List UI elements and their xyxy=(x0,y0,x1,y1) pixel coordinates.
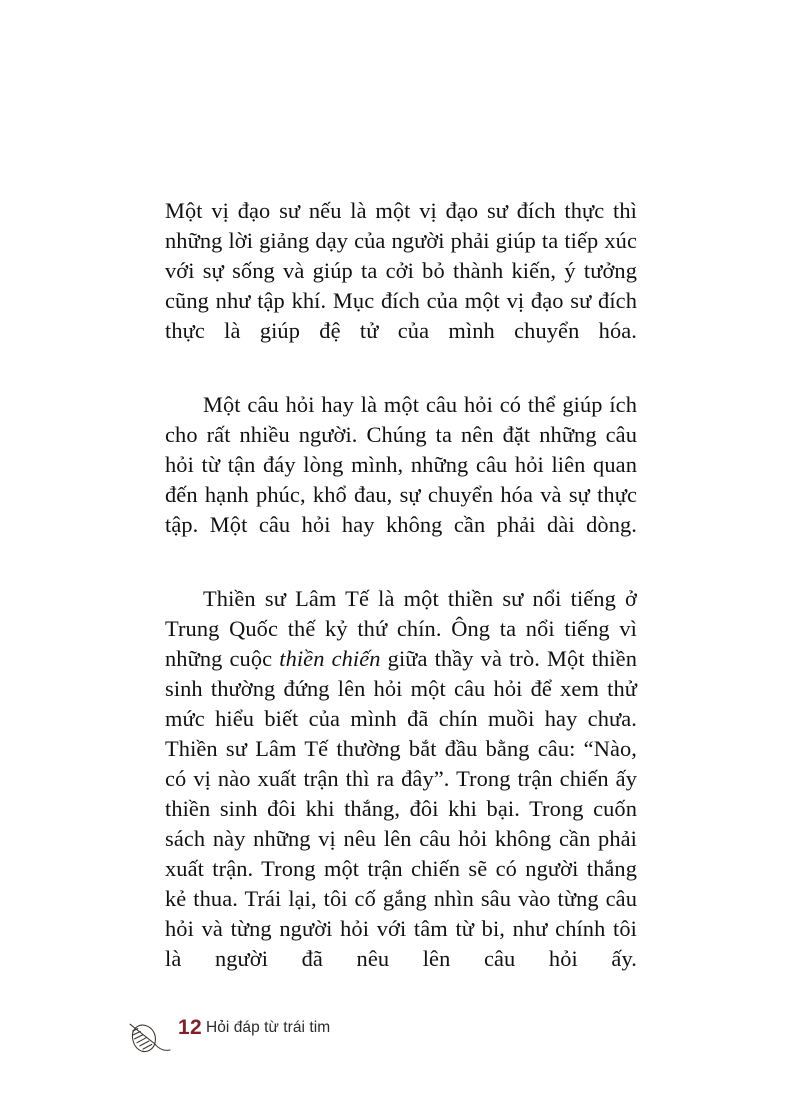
body-text-column xyxy=(165,196,637,1004)
paragraph-3-emphasis-thien-chien: thiền chiến xyxy=(279,646,381,671)
paragraph-3 xyxy=(165,584,637,1004)
page-footer xyxy=(118,1006,678,1066)
footer-book-title: Hỏi đáp từ trái tim xyxy=(206,1019,331,1036)
page-number: 12 xyxy=(178,1016,202,1039)
paragraph-2: Một câu hỏi hay là một câu hỏi có thể giúp ích cho rất nhiều người. Chúng ta nên đặt những câu hỏi từ tận đáy lòng mình, những câu hỏi liên quan đến hạnh phúc, khổ đau, sự chuyển hóa và sự thực tập. Một câu hỏi hay không cần phải dài dòng. xyxy=(165,392,637,537)
paragraph-3-segment-1: Thiền sư Lâm Tế là một thiền sư nổi tiếng ở Trung Quốc thế kỷ thứ chín. Ông ta nổi tiếng vì những cuộc xyxy=(165,586,637,671)
paragraph-3-segment-2: giữa thầy và trò. Một thiền sinh thường đứng lên hỏi một câu hỏi để xem thử mức hiểu biết của mình đã chín muồi hay chưa. Thiền sư Lâm Tế thường bắt đầu bằng câu: “Nào, có vị nào xuất trận thì ra đây”. Trong trận chiến ấy thiền sinh đôi khi thắng, đôi khi bại. Trong cuốn sách này những vị nêu lên câu hỏi không cần phải xuất trận. Trong một trận chiến sẽ có người thắng kẻ thua. Trái lại, tôi cố gắng nhìn sâu vào từng câu hỏi và từng người hỏi với tâm từ bi, như chính tôi là người đã nêu lên câu hỏi ấy. xyxy=(165,646,638,971)
paragraph-1: Một vị đạo sư nếu là một vị đạo sư đích thực thì những lời giảng dạy của người phải giúp ta tiếp xúc với sự sống và giúp ta cởi bỏ thành kiến, ý tưởng cũng như tập khí. Mục đích của một vị đạo sư đích thực là giúp đệ tử của mình chuyển hóa. xyxy=(165,198,637,343)
